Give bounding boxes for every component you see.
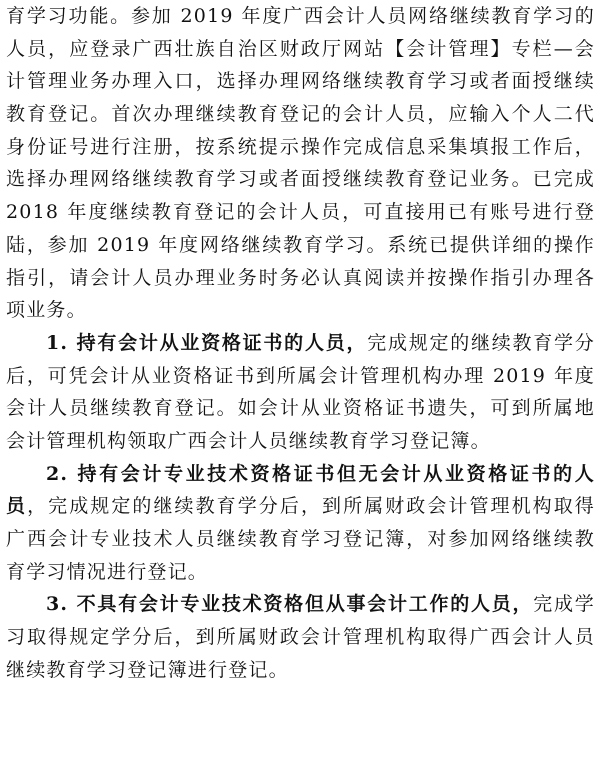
- text-line: 育学习情况进行登记。: [6, 560, 209, 583]
- text-line: 身份证号进行注册，按系统提示操作完成信息采集填报工作后，: [6, 135, 595, 158]
- item-2-heading: 2. 持有会计专业技术资格证书但无会计从业资格证书的人: [46, 462, 595, 485]
- item-3-heading: 3. 不具有会计专业技术资格但从事会计工作的人员，: [46, 593, 534, 616]
- item-3-paragraph: [6, 588, 595, 686]
- item-2-paragraph: [6, 458, 595, 589]
- item-2-second-line-rest: ，完成规定的继续教育学分后，到所属财政会计管理机构取得: [27, 495, 595, 518]
- text-line: 陆，参加 2019 年度网络继续教育学习。系统已提供详细的操作: [6, 233, 595, 256]
- text-line: 继续教育学习登记簿进行登记。: [6, 658, 289, 681]
- text-line: 项业务。: [6, 299, 87, 322]
- item-1-paragraph: [6, 327, 595, 458]
- item-1-heading: 1. 持有会计从业资格证书的人员，: [46, 331, 368, 354]
- text-line: 2018 年度继续教育登记的会计人员，可直接用已有账号进行登: [6, 201, 595, 224]
- text-line: 后，可凭会计从业资格证书到所属会计管理机构办理 2019 年度: [6, 364, 595, 387]
- intro-paragraph: [6, 0, 595, 327]
- text-line: 选择办理网络继续教育学习或者面授继续教育登记业务。已完成: [6, 168, 595, 191]
- text-line: 教育登记。首次办理继续教育登记的会计人员，应输入个人二代: [6, 103, 595, 126]
- text-line: 育学习功能。参加 2019 年度广西会计人员网络继续教育学习的: [6, 5, 595, 27]
- text-line: 广西会计专业技术人员继续教育学习登记簿，对参加网络继续教: [6, 528, 595, 550]
- text-line: 会计管理机构领取广西会计人员继续教育学习登记簿。: [6, 429, 491, 452]
- item-1-first-line: [6, 327, 595, 360]
- text-line: 会计人员继续教育登记。如会计从业资格证书遗失，可到所属地: [6, 397, 595, 420]
- text-line: 指引，请会计人员办理业务时务必认真阅读并按操作指引办理各: [6, 266, 595, 289]
- text-line: 计管理业务办理入口，选择办理网络继续教育学习或者面授继续: [6, 70, 595, 93]
- item-2-heading-end: 员: [6, 495, 28, 518]
- text-line: 人员，应登录广西壮族自治区财政厅网站【会计管理】专栏—会: [6, 37, 595, 60]
- item-1-first-line-rest: 完成规定的继续教育学分: [367, 331, 595, 354]
- text-line: 习取得规定学分后，到所属财政会计管理机构取得广西会计人员: [6, 626, 595, 649]
- item-2-second-line: [6, 490, 595, 523]
- item-3-first-line: [6, 588, 595, 621]
- item-3-first-line-rest: 完成学: [533, 593, 595, 616]
